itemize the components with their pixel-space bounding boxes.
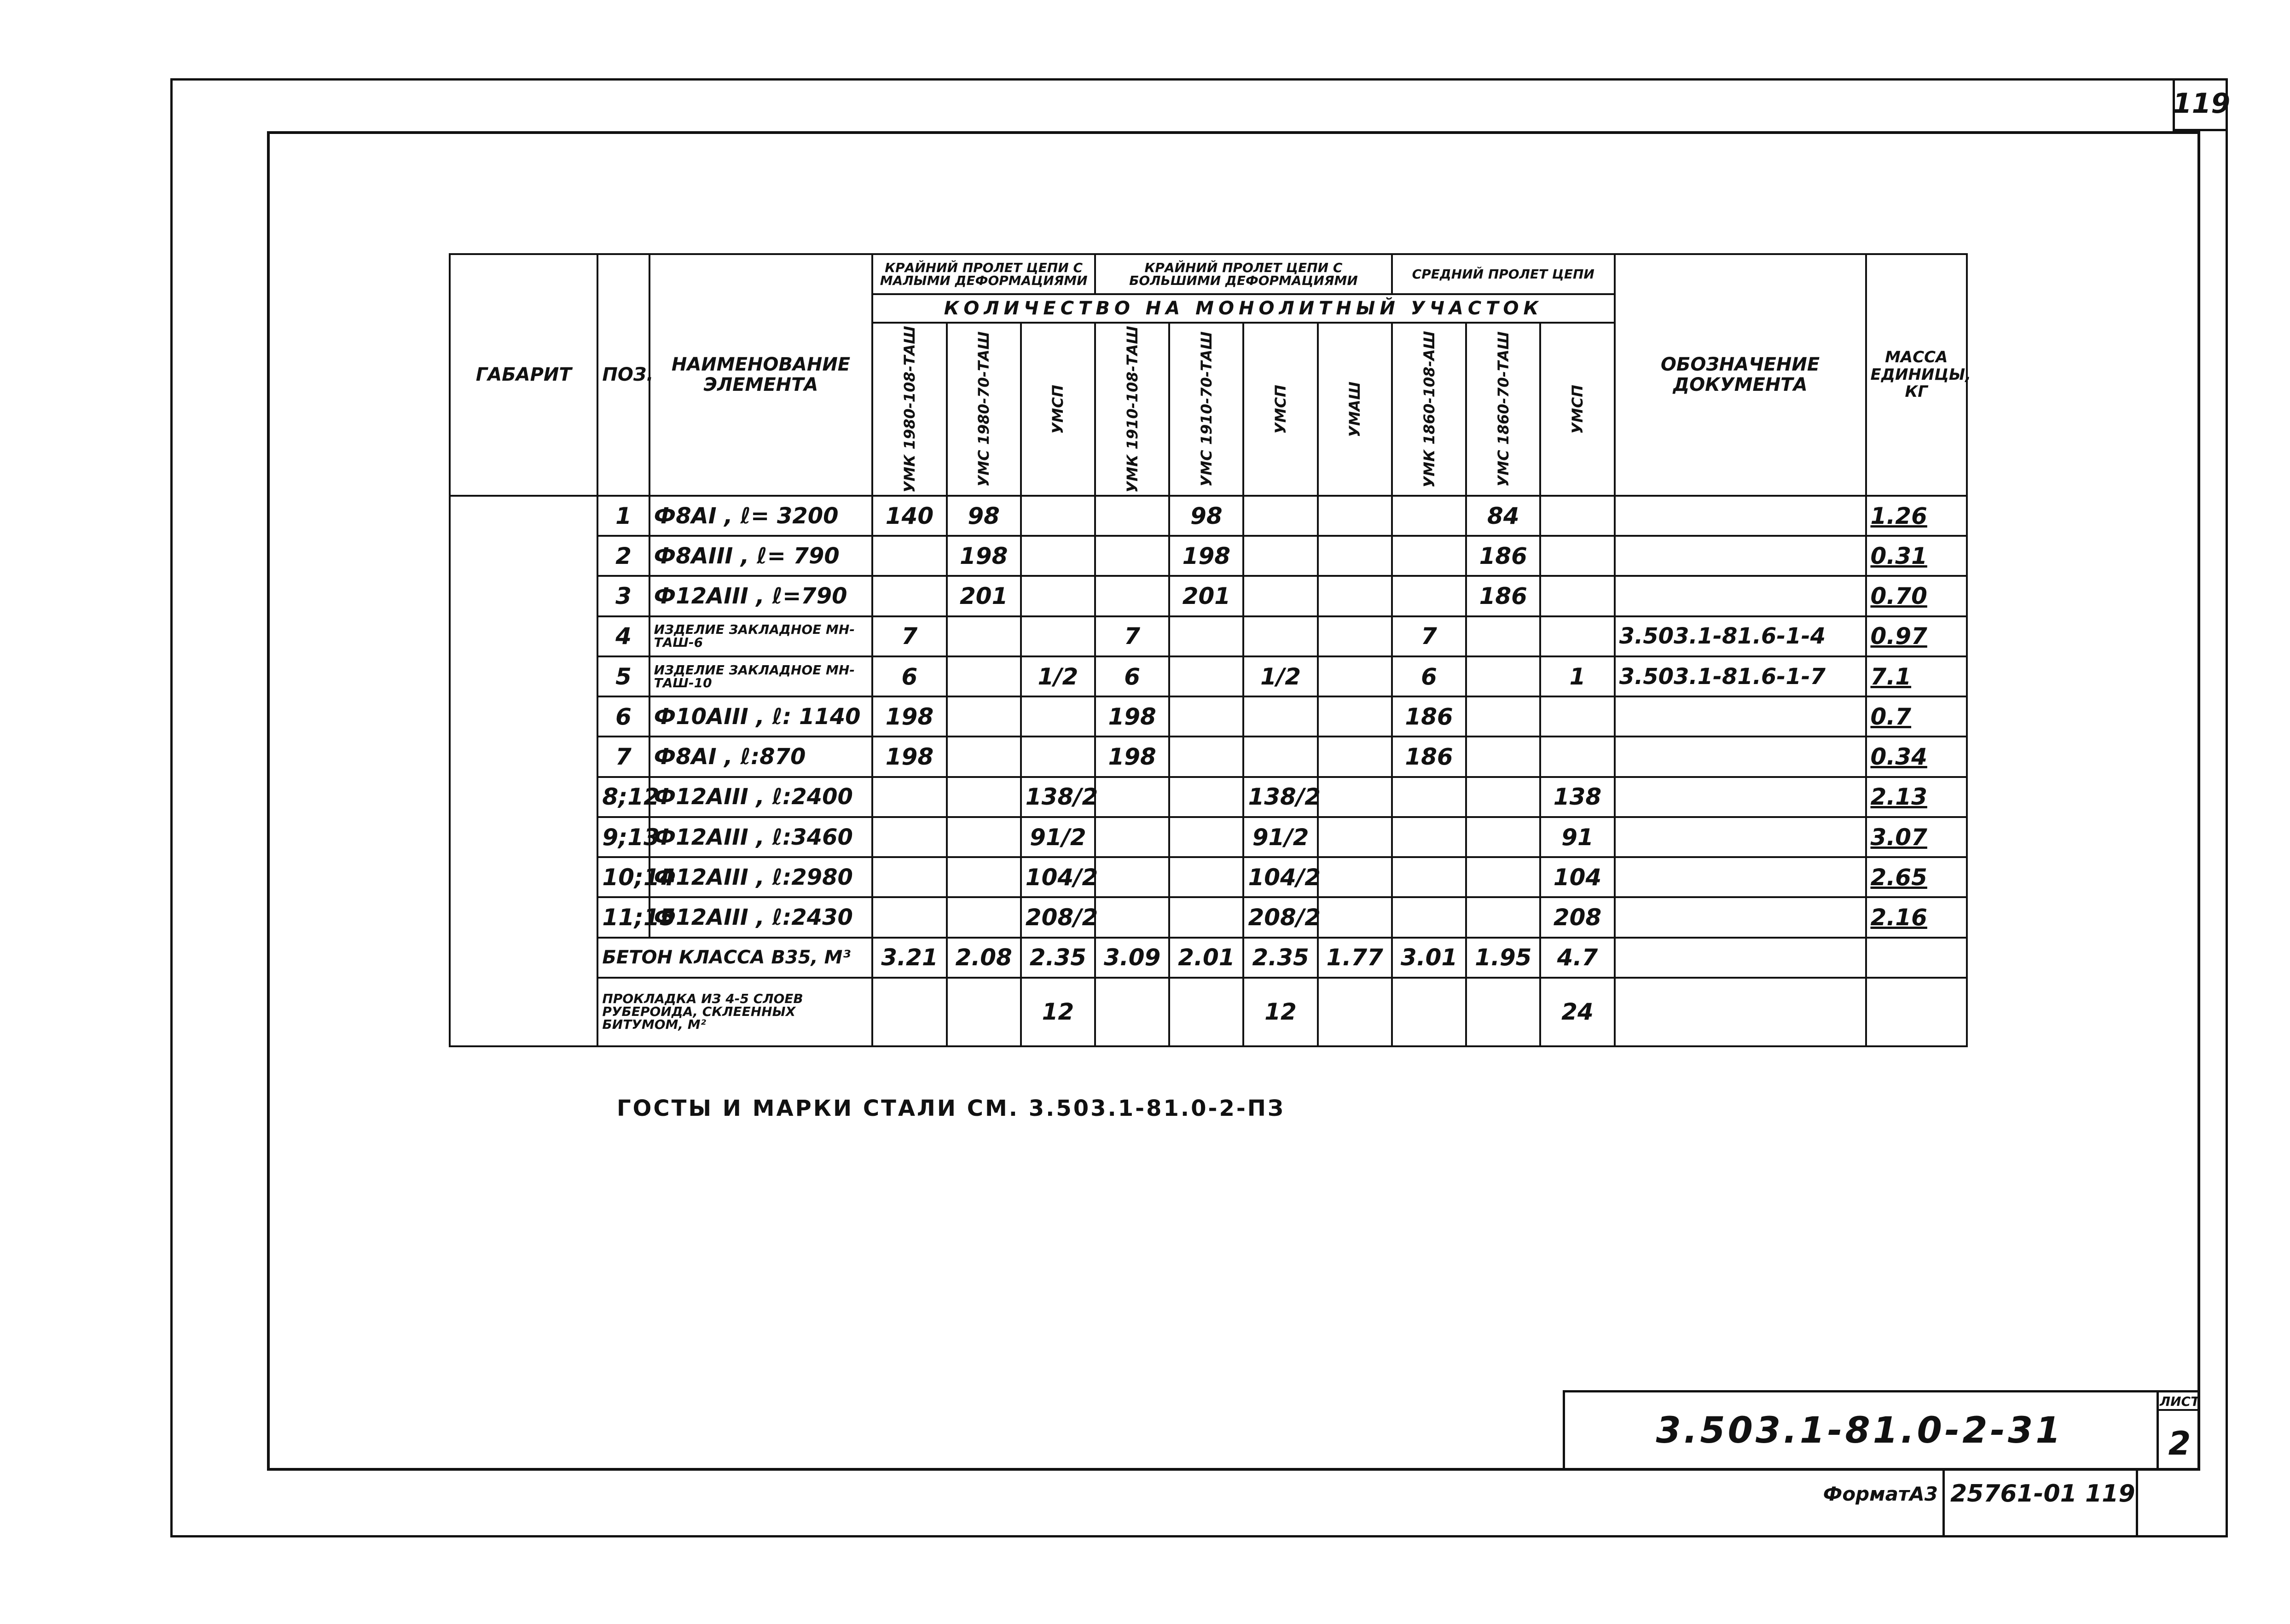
header-sub-4 (1169, 323, 1243, 496)
designation-cell (1615, 696, 1866, 737)
table-row (450, 737, 1967, 777)
header-group-small-deformation: КРАЙНИЙ ПРОЛЕТ ЦЕПИ С МАЛЫМИ ДЕФОРМАЦИЯМИ (872, 254, 1095, 294)
qty-cell: 12 (1243, 978, 1317, 1046)
qty-cell (1540, 496, 1614, 536)
sheet-cell (2157, 1390, 2200, 1471)
mass-cell: 2.16 (1866, 897, 1967, 937)
qty-cell: 1.95 (1466, 938, 1540, 978)
qty-cell: 104/2 (1021, 857, 1095, 897)
table-row (450, 696, 1967, 737)
qty-cell (1318, 616, 1392, 656)
qty-cell: 91 (1540, 817, 1614, 857)
qty-cell: 2.08 (947, 938, 1021, 978)
name-cell: Ф8АIII , ℓ= 790 (649, 536, 873, 576)
mass-cell: 7.1 (1866, 656, 1967, 696)
header-sub-label: УМК 1980-108-ТАШ (900, 325, 918, 493)
qty-cell: 138/2 (1021, 777, 1095, 817)
designation-cell: 3.503.1-81.6-1-7 (1615, 656, 1866, 696)
qty-cell (1243, 616, 1317, 656)
header-sub-label: УМАШ (1346, 381, 1364, 437)
qty-cell (1392, 576, 1466, 616)
header-sub-5 (1243, 323, 1317, 496)
table-row (450, 616, 1967, 656)
mass-cell: 2.13 (1866, 777, 1967, 817)
format-label: ФорматА3 (1823, 1482, 1938, 1505)
header-sub-label: УМС 1910-70-ТАШ (1197, 331, 1215, 487)
qty-cell: 104 (1540, 857, 1614, 897)
qty-cell (1095, 496, 1169, 536)
qty-cell (1392, 536, 1466, 576)
qty-cell: 208/2 (1021, 897, 1095, 937)
qty-cell: 198 (1095, 696, 1169, 737)
qty-cell (1318, 576, 1392, 616)
pos-cell: 7 (597, 737, 649, 777)
qty-cell: 7 (1095, 616, 1169, 656)
qty-cell (1392, 857, 1466, 897)
qty-cell (1169, 777, 1243, 817)
qty-cell (1169, 897, 1243, 937)
table-row (450, 777, 1967, 817)
qty-cell (1466, 897, 1540, 937)
qty-cell (1540, 576, 1614, 616)
header-sub-9 (1540, 323, 1614, 496)
pos-cell: 10;14 (597, 857, 649, 897)
header-sub-label: УМС 1860-70-ТАШ (1494, 331, 1512, 487)
table-row (450, 857, 1967, 897)
steel-grades-note: ГОСТЫ И МАРКИ СТАЛИ СМ. 3.503.1-81.0-2-ПЗ (617, 1096, 1286, 1121)
qty-cell (1318, 777, 1392, 817)
qty-cell: 201 (947, 576, 1021, 616)
name-cell: Ф10АIII , ℓ: 1140 (649, 696, 873, 737)
qty-cell: 24 (1540, 978, 1614, 1046)
name-cell: Ф12АIII , ℓ:3460 (649, 817, 873, 857)
designation-cell (1615, 536, 1866, 576)
qty-cell (1540, 536, 1614, 576)
qty-cell: 7 (872, 616, 946, 656)
header-gabarit: ГАБАРИТ (450, 254, 597, 496)
qty-cell (1169, 696, 1243, 737)
name-cell: Ф8АI , ℓ:870 (649, 737, 873, 777)
qty-cell (1318, 857, 1392, 897)
qty-cell (1169, 737, 1243, 777)
header-sub-label: УМК 1860-108-АШ (1420, 331, 1438, 488)
qty-cell (1021, 496, 1095, 536)
qty-cell: 3.21 (872, 938, 946, 978)
qty-cell (1466, 978, 1540, 1046)
qty-cell (1095, 897, 1169, 937)
qty-cell: 198 (1095, 737, 1169, 777)
qty-cell (1318, 496, 1392, 536)
qty-cell (947, 817, 1021, 857)
name-cell: ИЗДЕЛИЕ ЗАКЛАДНОЕ МН-ТАШ-10 (649, 656, 873, 696)
qty-cell (1021, 696, 1095, 737)
qty-cell: 208/2 (1243, 897, 1317, 937)
qty-cell: 6 (1095, 656, 1169, 696)
bottom-right-cell (2136, 1471, 2228, 1535)
name-cell: Ф12АIII , ℓ:2430 (649, 897, 873, 937)
qty-cell (1392, 978, 1466, 1046)
qty-cell: 91/2 (1243, 817, 1317, 857)
qty-cell (1021, 576, 1095, 616)
qty-cell: 7 (1392, 616, 1466, 656)
designation-cell: 3.503.1-81.6-1-4 (1615, 616, 1866, 656)
mass-cell: 1.26 (1866, 496, 1967, 536)
qty-cell (947, 656, 1021, 696)
qty-cell: 6 (1392, 656, 1466, 696)
header-sub-label: УМК 1910-108-ТАШ (1123, 325, 1141, 493)
qty-cell (1095, 777, 1169, 817)
qty-cell (1243, 696, 1317, 737)
qty-cell: 1/2 (1243, 656, 1317, 696)
designation-cell (1615, 978, 1866, 1046)
pos-cell: 9;13 (597, 817, 649, 857)
qty-cell (1466, 777, 1540, 817)
qty-cell (1243, 536, 1317, 576)
qty-cell: 1.77 (1318, 938, 1392, 978)
qty-cell: 2.35 (1243, 938, 1317, 978)
qty-cell: 186 (1466, 576, 1540, 616)
qty-cell (1095, 536, 1169, 576)
header-sub-label: УМСП (1049, 384, 1067, 434)
qty-cell: 84 (1466, 496, 1540, 536)
mass-cell: 2.65 (1866, 857, 1967, 897)
name-cell: БЕТОН КЛАССА В35, М³ (597, 938, 872, 978)
designation-cell (1615, 857, 1866, 897)
header-sub-8 (1466, 323, 1540, 496)
name-cell: ИЗДЕЛИЕ ЗАКЛАДНОЕ МН-ТАШ-6 (649, 616, 873, 656)
pos-cell: 11;15 (597, 897, 649, 937)
qty-cell (1169, 616, 1243, 656)
qty-cell: 98 (947, 496, 1021, 536)
mass-cell (1866, 938, 1967, 978)
mass-cell: 0.7 (1866, 696, 1967, 737)
qty-cell (872, 576, 946, 616)
qty-cell (1318, 978, 1392, 1046)
qty-cell: 138 (1540, 777, 1614, 817)
name-cell: Ф8АI , ℓ= 3200 (649, 496, 873, 536)
table-row (450, 817, 1967, 857)
qty-cell (1392, 817, 1466, 857)
qty-cell (1540, 616, 1614, 656)
qty-cell (872, 536, 946, 576)
mass-cell: 0.70 (1866, 576, 1967, 616)
qty-cell: 140 (872, 496, 946, 536)
qty-cell (1318, 737, 1392, 777)
header-sub-1 (947, 323, 1021, 496)
pos-cell: 1 (597, 496, 649, 536)
designation-cell (1615, 817, 1866, 857)
name-cell: Ф12АIII , ℓ=790 (649, 576, 873, 616)
qty-cell (1243, 737, 1317, 777)
qty-cell (1466, 616, 1540, 656)
qty-cell: 1/2 (1021, 656, 1095, 696)
qty-cell (1466, 696, 1540, 737)
qty-cell (872, 978, 946, 1046)
mass-cell: 0.34 (1866, 737, 1967, 777)
document-code: 3.503.1-81.0-2-31 (1656, 1409, 2064, 1451)
qty-cell (1318, 696, 1392, 737)
sheet-value: 2 (2168, 1425, 2191, 1462)
header-sub-label: УМС 1980-70-ТАШ (975, 331, 993, 487)
qty-cell (1392, 777, 1466, 817)
qty-cell (872, 817, 946, 857)
qty-cell: 6 (872, 656, 946, 696)
qty-cell (1318, 656, 1392, 696)
qty-cell: 198 (947, 536, 1021, 576)
qty-cell (1021, 536, 1095, 576)
designation-cell (1615, 737, 1866, 777)
qty-cell: 186 (1392, 696, 1466, 737)
qty-cell: 198 (1169, 536, 1243, 576)
pos-cell: 2 (597, 536, 649, 576)
qty-cell: 198 (872, 696, 946, 737)
qty-cell (1540, 737, 1614, 777)
pos-cell: 3 (597, 576, 649, 616)
header-sub-label: УМСП (1272, 384, 1290, 434)
header-sub-3 (1095, 323, 1169, 496)
qty-cell: 208 (1540, 897, 1614, 937)
header-sub-7 (1392, 323, 1466, 496)
header-group-middle-span: СРЕДНИЙ ПРОЛЕТ ЦЕПИ (1392, 254, 1615, 294)
qty-cell: 138/2 (1243, 777, 1317, 817)
qty-cell (1021, 737, 1095, 777)
mass-cell: 0.97 (1866, 616, 1967, 656)
qty-cell: 1 (1540, 656, 1614, 696)
designation-cell (1615, 938, 1866, 978)
qty-cell (1243, 576, 1317, 616)
inventory-number: 25761-01 119 (1942, 1471, 2136, 1535)
name-cell: Ф12АIII , ℓ:2400 (649, 777, 873, 817)
qty-cell (1169, 857, 1243, 897)
qty-cell (1540, 696, 1614, 737)
qty-cell (1095, 576, 1169, 616)
sheet-number: 119 (2173, 78, 2228, 131)
qty-cell: 198 (872, 737, 946, 777)
pos-cell: 4 (597, 616, 649, 656)
qty-cell: 4.7 (1540, 938, 1614, 978)
table-row (450, 656, 1967, 696)
qty-cell (947, 696, 1021, 737)
mass-cell: 0.31 (1866, 536, 1967, 576)
header-quantity: КОЛИЧЕСТВО НА МОНОЛИТНЫЙ УЧАСТОК (872, 294, 1614, 323)
qty-cell (947, 857, 1021, 897)
sheet-label: ЛИСТ (2159, 1394, 2200, 1411)
header-name: НАИМЕНОВАНИЕ ЭЛЕМЕНТА (649, 254, 873, 496)
qty-cell (1318, 817, 1392, 857)
qty-cell: 201 (1169, 576, 1243, 616)
qty-cell (1466, 817, 1540, 857)
qty-cell (1318, 536, 1392, 576)
qty-cell (1466, 656, 1540, 696)
qty-cell: 3.09 (1095, 938, 1169, 978)
qty-cell: 2.01 (1169, 938, 1243, 978)
qty-cell (947, 978, 1021, 1046)
table-row (450, 536, 1967, 576)
header-sub-2 (1021, 323, 1095, 496)
qty-cell: 2.35 (1021, 938, 1095, 978)
table-row (450, 496, 1967, 536)
qty-cell (1466, 737, 1540, 777)
qty-cell (1095, 857, 1169, 897)
gasket-row (450, 978, 1967, 1046)
header-pos: ПОЗ. (597, 254, 649, 496)
header-designation: ОБОЗНАЧЕНИЕ ДОКУМЕНТА (1615, 254, 1866, 496)
table-row (450, 576, 1967, 616)
header-group-large-deformation: КРАЙНИЙ ПРОЛЕТ ЦЕПИ С БОЛЬШИМИ ДЕФОРМАЦИЯМИ (1095, 254, 1392, 294)
qty-cell (947, 777, 1021, 817)
qty-cell: 12 (1021, 978, 1095, 1046)
mass-cell (1866, 978, 1967, 1046)
designation-cell (1615, 897, 1866, 937)
qty-cell (947, 737, 1021, 777)
header-mass: МАССА ЕДИНИЦЫ, КГ (1866, 254, 1967, 496)
name-cell: ПРОКЛАДКА ИЗ 4-5 СЛОЕВ РУБЕРОИДА, СКЛЕЕННЫХ БИТУМОМ, М² (597, 978, 872, 1046)
designation-cell (1615, 496, 1866, 536)
qty-cell (1318, 897, 1392, 937)
qty-cell (947, 897, 1021, 937)
qty-cell (872, 777, 946, 817)
table-row (450, 897, 1967, 937)
qty-cell (1169, 817, 1243, 857)
qty-cell (1095, 978, 1169, 1046)
qty-cell: 98 (1169, 496, 1243, 536)
qty-cell (1466, 857, 1540, 897)
pos-cell: 6 (597, 696, 649, 737)
header-sub-label: УМСП (1568, 384, 1586, 434)
header-sub-6 (1318, 323, 1392, 496)
concrete-row (450, 938, 1967, 978)
qty-cell (872, 897, 946, 937)
gabarit-cell (450, 496, 597, 1046)
pos-cell: 8;12 (597, 777, 649, 817)
qty-cell (1392, 897, 1466, 937)
designation-cell (1615, 576, 1866, 616)
qty-cell (1243, 496, 1317, 536)
qty-cell (1095, 817, 1169, 857)
qty-cell (872, 857, 946, 897)
qty-cell: 186 (1392, 737, 1466, 777)
header-sub-0 (872, 323, 946, 496)
designation-cell (1615, 777, 1866, 817)
qty-cell: 3.01 (1392, 938, 1466, 978)
qty-cell (1169, 978, 1243, 1046)
specification-table (449, 253, 1971, 1047)
qty-cell (947, 616, 1021, 656)
qty-cell: 91/2 (1021, 817, 1095, 857)
qty-cell (1021, 616, 1095, 656)
mass-cell: 3.07 (1866, 817, 1967, 857)
name-cell: Ф12АIII , ℓ:2980 (649, 857, 873, 897)
qty-cell: 186 (1466, 536, 1540, 576)
qty-cell: 104/2 (1243, 857, 1317, 897)
qty-cell (1392, 496, 1466, 536)
qty-cell (1169, 656, 1243, 696)
pos-cell: 5 (597, 656, 649, 696)
